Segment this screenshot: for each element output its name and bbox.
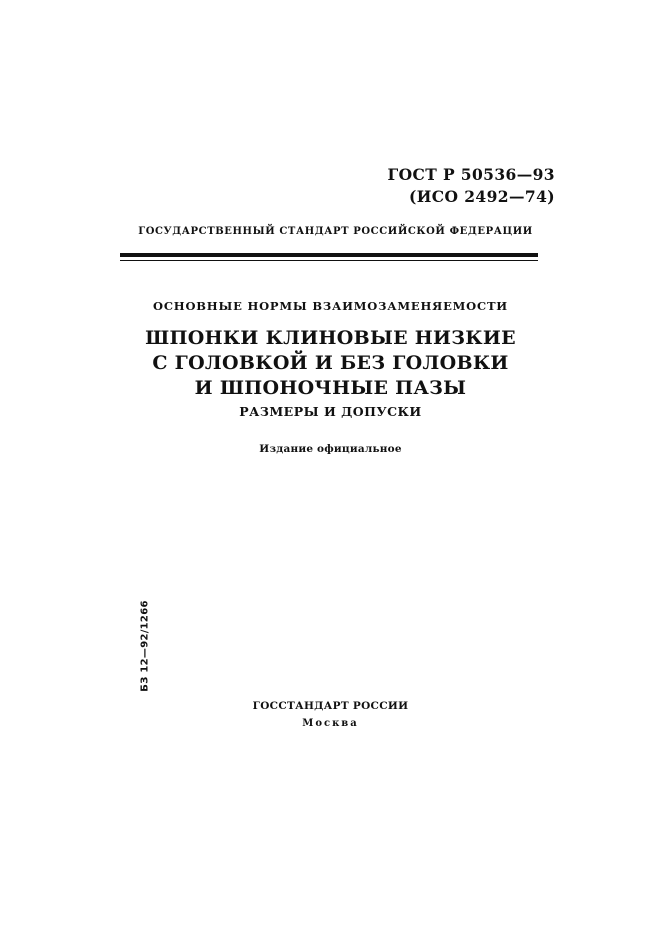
document-title — [0, 326, 661, 401]
header-rule-thin — [120, 260, 538, 261]
title-line: С ГОЛОВКОЙ И БЕЗ ГОЛОВКИ — [152, 352, 509, 374]
series-heading: ОСНОВНЫЕ НОРМЫ ВЗАИМОЗАМЕНЯЕМОСТИ — [153, 299, 508, 313]
document-subtitle: РАЗМЕРЫ И ДОПУСКИ — [239, 404, 422, 419]
header-rule-thick — [120, 253, 538, 257]
state-standard-heading: ГОСУДАРСТВЕННЫЙ СТАНДАРТ РОССИЙСКОЙ ФЕДЕРАЦИИ — [138, 226, 533, 237]
iso-reference: (ИСО 2492—74) — [409, 187, 555, 206]
standard-number: ГОСТ Р 50536—93 — [387, 165, 555, 184]
title-line: ШПОНКИ КЛИНОВЫЕ НИЗКИЕ — [145, 327, 516, 349]
edition-note: Издание официальное — [259, 443, 402, 455]
title-line: И ШПОНОЧНЫЕ ПАЗЫ — [194, 377, 467, 399]
publisher: ГОССТАНДАРТ РОССИИ — [252, 700, 409, 712]
side-code-text: БЗ 12—92/1266 — [139, 600, 151, 692]
publication-city: Москва — [302, 718, 359, 729]
